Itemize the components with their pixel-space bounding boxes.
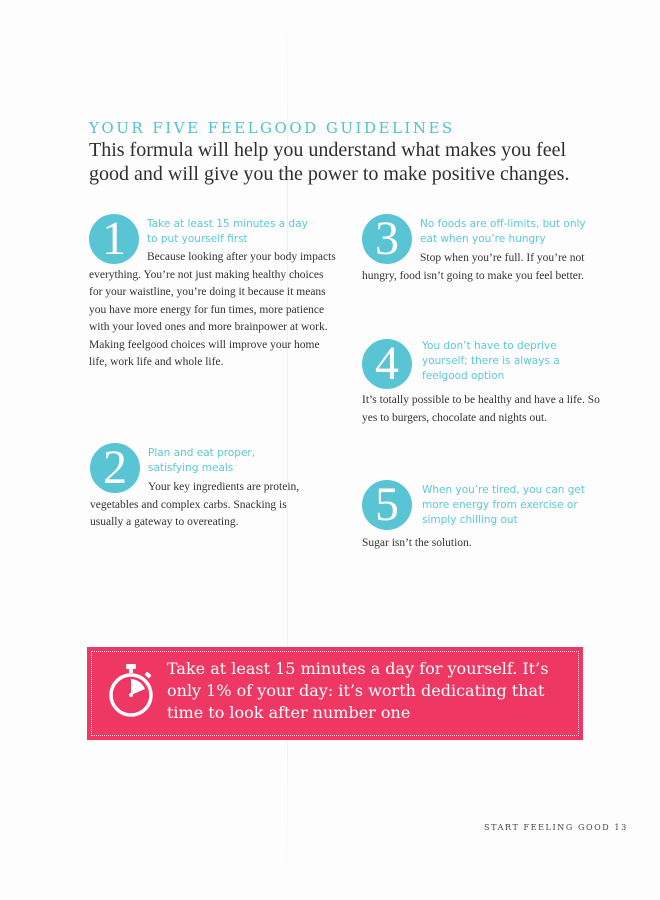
guideline-title: You don’t have to deprive yourself; there is always a feelgood option: [422, 340, 560, 382]
guideline-title: No foods are off-limits, but only eat when you’re hungry: [420, 218, 586, 245]
number-badge: 3: [362, 214, 412, 264]
stopwatch-icon: [107, 663, 155, 719]
number-badge: 1: [89, 214, 139, 264]
guideline-body: Because looking after your body impacts everything. You’re not just making healthy choices for your waistline, you’re doing it because it means you have more energy for fun times, more patience with your loved ones and more brainpower at work. Making feelgood choices will improve your home life, work life and whole life.: [89, 251, 336, 368]
guideline-body: Sugar isn’t the solution.: [362, 537, 472, 549]
guideline-title: Plan and eat proper, satisfying meals: [148, 447, 256, 474]
callout-text: Take at least 15 minutes a day for yourself. It’s only 1% of your day: it’s worth dedicating that time to look after number one: [167, 659, 549, 722]
guideline-body: Stop when you’re full. If you’re not hungry, food isn’t going to make you feel better.: [362, 252, 585, 282]
section-heading: YOUR FIVE FEELGOOD GUIDELINES: [89, 119, 455, 137]
callout-box: [87, 647, 583, 740]
page-footer: START FEELING GOOD 13: [484, 823, 628, 832]
number-badge: 4: [362, 339, 412, 389]
intro-text: This formula will help you understand what makes you feel good and will give you the power to make positive changes.: [89, 139, 570, 185]
guideline-body: It’s totally possible to be healthy and have a life. So yes to burgers, chocolate and nights out.: [362, 394, 600, 424]
guideline-body: Your key ingredients are protein, vegetables and complex carbs. Snacking is usually a gateway to overeating.: [90, 481, 300, 528]
guideline-title: When you’re tired, you can get more energy from exercise or simply chilling out: [422, 484, 585, 526]
number-badge: 2: [90, 443, 140, 493]
number-badge: 5: [362, 480, 412, 530]
guideline-title: Take at least 15 minutes a day to put yourself first: [147, 218, 308, 245]
